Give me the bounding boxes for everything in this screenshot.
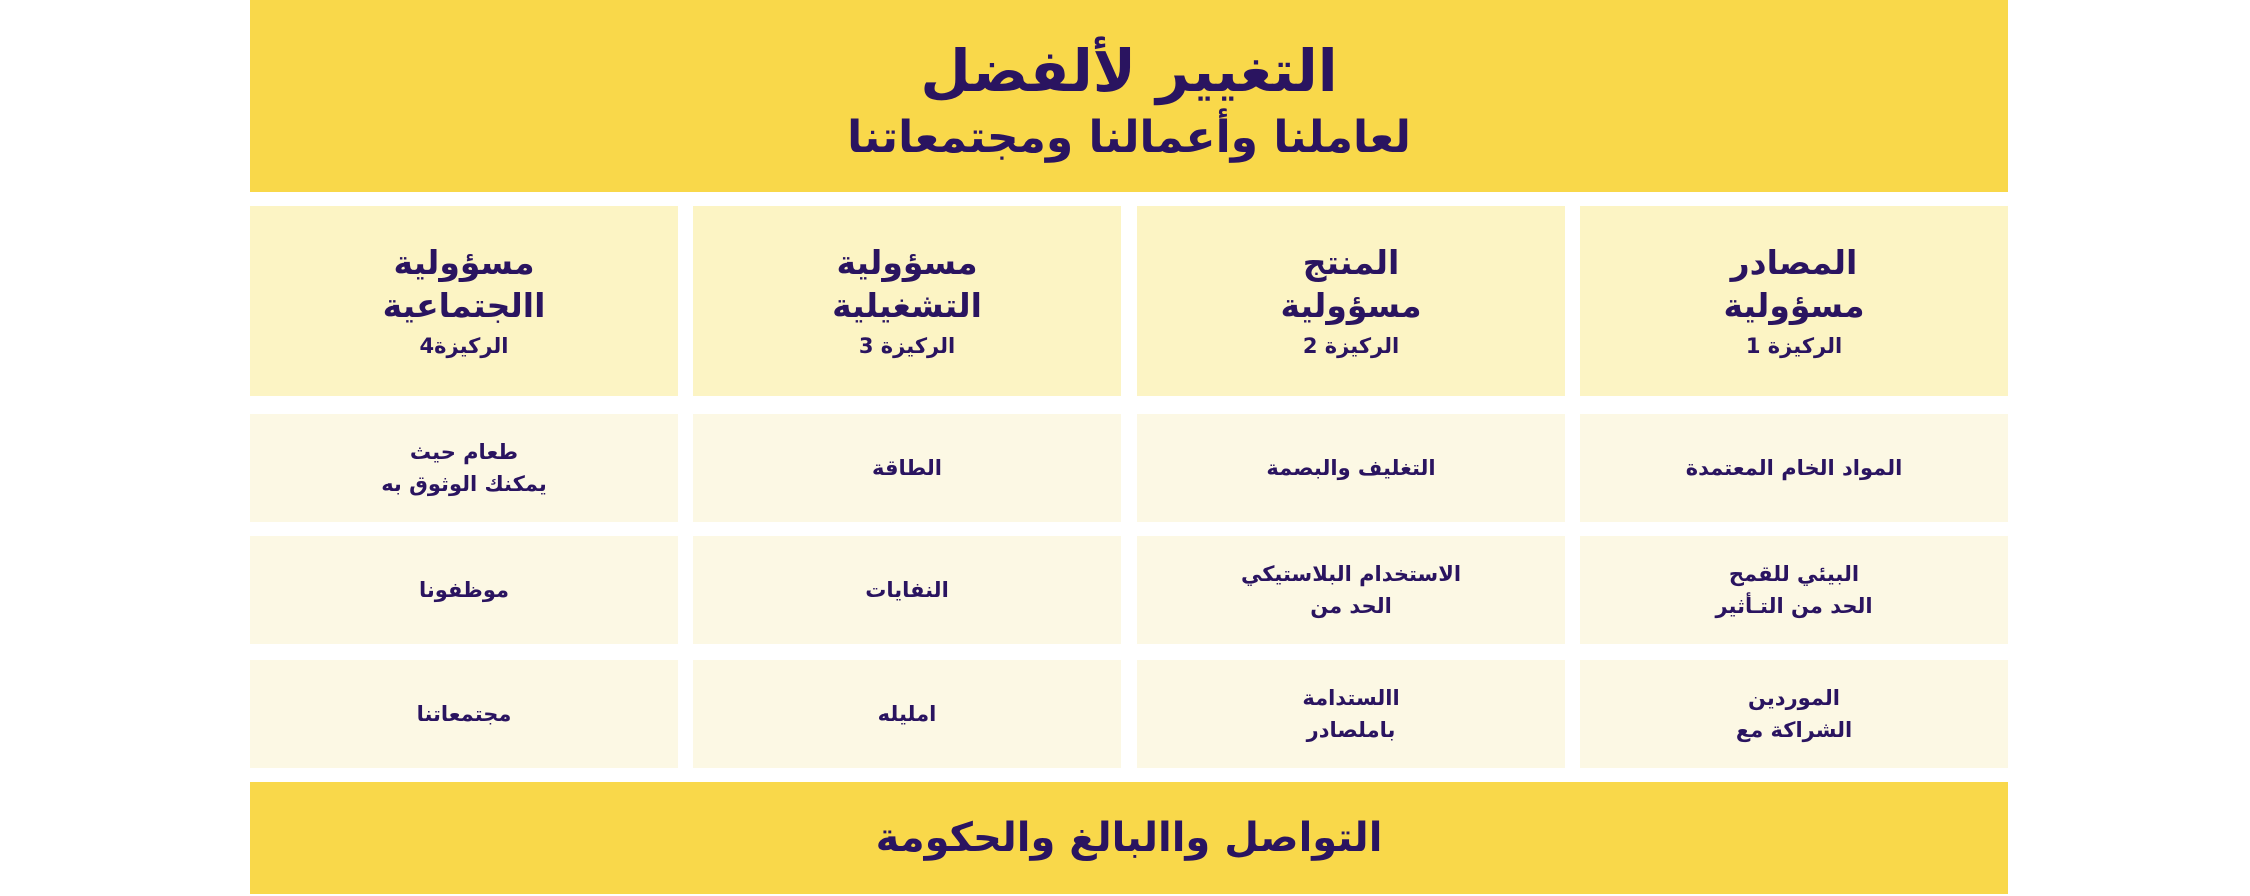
pillar-3-item-2: [693, 536, 1121, 644]
header-banner: [250, 0, 2008, 192]
pillar-2-title-line1: المنتج: [1302, 243, 1400, 282]
pillar-2-item-2-line1: الاستخدام البلاستيكي: [1240, 562, 1462, 586]
pillar-1-item-3-line1: الموردين: [1748, 686, 1840, 710]
pillar-4-item-1-line1: طعام حيث: [409, 440, 519, 464]
pillar-1-title-line1: المصادر: [1730, 243, 1858, 282]
pillar-2-item-2: [1137, 536, 1565, 644]
page-subtitle: لعاملنا وأعمالنا ومجتمعاتنا: [847, 112, 1411, 163]
pillar-2-item-3-line2: باملصادر: [1306, 718, 1396, 742]
pillar-4-item-3-line1: مجتمعاتنا: [416, 702, 512, 726]
pillar-3-item-1: [693, 414, 1121, 522]
footer-banner: [250, 782, 2008, 894]
pillar-2-number: الركيزة 2: [1302, 334, 1400, 358]
pillar-2-item-1-line1: التغليف والبصمة: [1266, 456, 1436, 480]
pillar-2-item-3: [1137, 660, 1565, 768]
pillar-4-header: [250, 206, 678, 396]
pillar-3-item-1-line1: الطاقة: [872, 456, 942, 480]
page-title: التغيير لألفضل: [920, 37, 1338, 105]
pillar-1-title-line2: مسؤولية: [1723, 286, 1865, 325]
pillar-1-item-2: [1580, 536, 2008, 644]
pillar-1-item-3-line2: الشراكة مع: [1735, 718, 1853, 742]
pillar-4-item-2-line1: موظفونا: [419, 578, 509, 602]
pillar-2-header: [1137, 206, 1565, 396]
pillar-3-title-line2: التشغيلية: [832, 286, 982, 325]
pillar-4-item-1-line2: يمكنك الوثوق به: [381, 472, 547, 496]
pillar-3-item-2-line1: النفايات: [865, 578, 949, 602]
pillar-4-item-1: [250, 414, 678, 522]
pillar-3-header: [693, 206, 1121, 396]
pillars-board: [250, 0, 2008, 896]
footer-text: التواصل واالبالغ والحكومة: [875, 815, 1383, 861]
pillar-1-header: [1580, 206, 2008, 396]
pillar-1-item-1-line1: المواد الخام المعتمدة: [1685, 456, 1903, 480]
pillar-4-title-line2: االجتماعية: [382, 286, 546, 325]
pillar-2-item-1: [1137, 414, 1565, 522]
pillar-3-item-3: [693, 660, 1121, 768]
pillar-4-item-3: [250, 660, 678, 768]
pillar-4-title-line1: مسؤولية: [393, 243, 535, 282]
pillar-1-item-2-line2: الحد من التـأثير: [1715, 594, 1873, 618]
pillar-4-number: الركيزة4: [419, 334, 509, 358]
pillar-2-item-2-line2: الحد من: [1310, 594, 1392, 618]
pillar-2-item-3-line1: االستدامة: [1302, 686, 1400, 710]
pillar-1-item-3: [1580, 660, 2008, 768]
pillar-3-number: الركيزة 3: [858, 334, 956, 358]
pillar-3-item-3-line1: امليله: [877, 702, 937, 726]
pillar-1-number: الركيزة 1: [1745, 334, 1843, 358]
pillar-1-item-2-line1: البيئي للقمح: [1728, 562, 1860, 586]
pillar-1-item-1: [1580, 414, 2008, 522]
pillar-2-title-line2: مسؤولية: [1280, 286, 1422, 325]
pillar-3-title-line1: مسؤولية: [836, 243, 978, 282]
pillar-4-item-2: [250, 536, 678, 644]
